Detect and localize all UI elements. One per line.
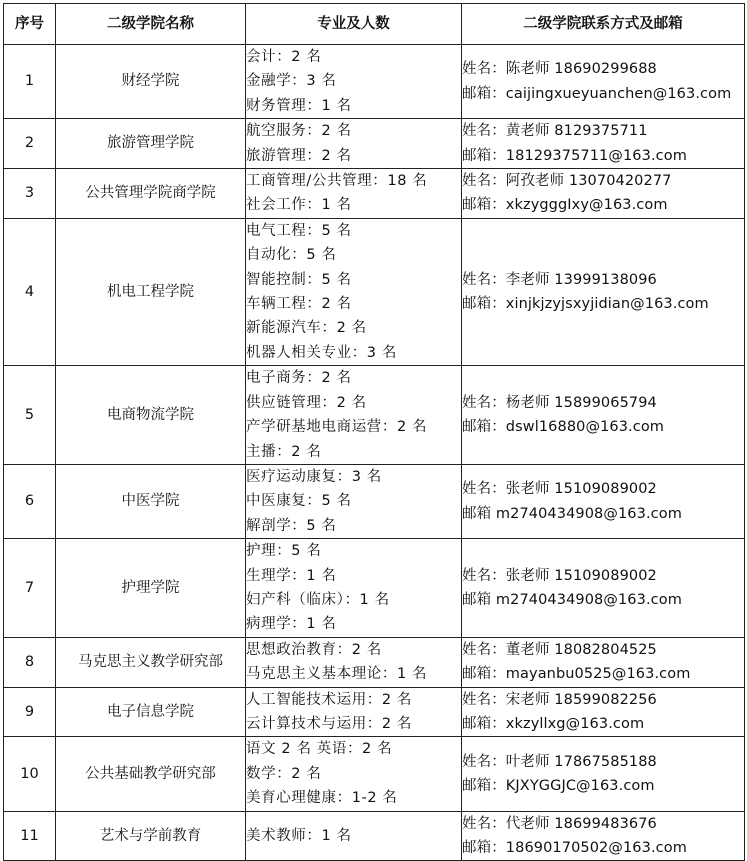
major-entry: 思想政治教育：2 名 [246, 641, 382, 658]
contact-name-phone: 姓名：黄老师 8129375711 [462, 123, 648, 140]
row-number: 5 [4, 366, 56, 465]
row-number: 4 [4, 218, 56, 365]
contact-email: 邮箱：KJXYGGJC@163.com [462, 777, 655, 794]
table-row [4, 464, 745, 538]
row-number: 10 [4, 737, 56, 811]
contact-cell [462, 464, 745, 538]
majors-cell [246, 119, 462, 169]
row-number: 9 [4, 687, 56, 737]
major-entry: 社会工作：1 名 [246, 197, 352, 214]
table-row [4, 169, 745, 219]
major-entry: 医疗运动康复：3 名 [246, 468, 382, 485]
majors-cell [246, 687, 462, 737]
contact-name-phone: 姓名：宋老师 18599082256 [462, 691, 657, 708]
contact-email: 邮箱：dswl16880@163.com [462, 419, 665, 436]
row-number: 11 [4, 811, 56, 861]
college-name: 马克思主义教学研究部 [56, 637, 246, 687]
majors-cell [246, 539, 462, 638]
contact-name-phone: 姓名：代老师 18699483676 [462, 815, 657, 832]
row-number: 6 [4, 464, 56, 538]
contact-cell [462, 218, 745, 365]
major-entry: 机器人相关专业：3 名 [246, 344, 397, 361]
contact-email: 邮箱：mayanbu0525@163.com [462, 666, 691, 683]
table-row [4, 637, 745, 687]
college-name: 机电工程学院 [56, 218, 246, 365]
table-row [4, 45, 745, 119]
college-name: 旅游管理学院 [56, 119, 246, 169]
contact-cell [462, 119, 745, 169]
row-number: 3 [4, 169, 56, 219]
contact-cell [462, 811, 745, 861]
major-entry: 产学研基地电商运营：2 名 [246, 419, 428, 436]
majors-cell [246, 366, 462, 465]
table-row [4, 366, 745, 465]
major-entry: 人工智能技术运用：2 名 [246, 691, 413, 708]
majors-cell [246, 637, 462, 687]
major-entry: 语文 2 名 英语：2 名 [246, 741, 393, 758]
major-entry: 护理：5 名 [246, 543, 322, 560]
contact-email: 邮箱：xinjkjzyjsxyjidian@163.com [462, 296, 709, 313]
contact-name-phone: 姓名：张老师 15109089002 [462, 567, 657, 584]
major-entry: 金融学：3 名 [246, 73, 337, 90]
header-row [4, 4, 745, 45]
contact-email: 邮箱 m2740434908@163.com [462, 505, 682, 522]
contact-name-phone: 姓名：阿孜老师 13070420277 [462, 173, 672, 190]
contact-cell [462, 737, 745, 811]
majors-cell [246, 737, 462, 811]
row-number: 7 [4, 539, 56, 638]
college-name: 电商物流学院 [56, 366, 246, 465]
major-entry: 车辆工程：2 名 [246, 296, 352, 313]
college-name: 护理学院 [56, 539, 246, 638]
contact-name-phone: 姓名：陈老师 18690299688 [462, 61, 657, 78]
contact-email: 邮箱：xkzygggIxy@163.com [462, 197, 668, 214]
table-row [4, 687, 745, 737]
row-number: 1 [4, 45, 56, 119]
contact-email: 邮箱：xkzyllxg@163.com [462, 715, 645, 732]
majors-cell [246, 169, 462, 219]
college-name: 公共基础教学研究部 [56, 737, 246, 811]
major-entry: 工商管理/公共管理：18 名 [246, 173, 428, 190]
major-entry: 电子商务：2 名 [246, 370, 352, 387]
contact-name-phone: 姓名：杨老师 15899065794 [462, 394, 657, 411]
header-contact: 二级学院联系方式及邮箱 [462, 4, 745, 45]
college-name: 财经学院 [56, 45, 246, 119]
contact-email: 邮箱：18690170502@163.com [462, 840, 687, 856]
college-name: 公共管理学院商学院 [56, 169, 246, 219]
contact-cell [462, 366, 745, 465]
major-entry: 供应链管理：2 名 [246, 394, 367, 411]
college-name: 电子信息学院 [56, 687, 246, 737]
major-entry: 自动化：5 名 [246, 247, 337, 264]
major-entry: 妇产科（临床）：1 名 [246, 591, 390, 608]
major-entry: 主播：2 名 [246, 443, 322, 460]
major-entry: 智能控制：5 名 [246, 271, 352, 288]
table-row [4, 737, 745, 811]
recruitment-table [3, 3, 745, 861]
table-row [4, 539, 745, 638]
majors-cell [246, 464, 462, 538]
major-entry: 财务管理：1 名 [246, 97, 352, 114]
major-entry: 航空服务：2 名 [246, 123, 352, 140]
major-entry: 美术教师：1 名 [246, 827, 352, 844]
contact-email: 邮箱：caijingxueyuanchen@163.com [462, 85, 732, 102]
major-entry: 云计算技术与运用：2 名 [246, 715, 413, 732]
table-row [4, 218, 745, 365]
contact-cell [462, 687, 745, 737]
major-entry: 解剖学：5 名 [246, 517, 337, 534]
major-entry: 数学：2 名 [246, 765, 322, 782]
contact-name-phone: 姓名：叶老师 17867585188 [462, 753, 657, 770]
majors-cell [246, 811, 462, 861]
major-entry: 中医康复：5 名 [246, 493, 352, 510]
college-name: 艺术与学前教育 [56, 811, 246, 861]
contact-cell [462, 539, 745, 638]
majors-cell [246, 45, 462, 119]
row-number: 2 [4, 119, 56, 169]
table-row [4, 119, 745, 169]
major-entry: 电气工程：5 名 [246, 222, 352, 239]
college-name: 中医学院 [56, 464, 246, 538]
contact-email: 邮箱：18129375711@163.com [462, 147, 687, 164]
row-number: 8 [4, 637, 56, 687]
contact-cell [462, 45, 745, 119]
major-entry: 新能源汽车：2 名 [246, 320, 367, 337]
major-entry: 病理学：1 名 [246, 616, 337, 633]
header-majors: 专业及人数 [246, 4, 462, 45]
header-no: 序号 [4, 4, 56, 45]
major-entry: 旅游管理：2 名 [246, 147, 352, 164]
major-entry: 会计：2 名 [246, 49, 322, 65]
table-body [4, 45, 745, 861]
contact-cell [462, 637, 745, 687]
contact-cell [462, 169, 745, 219]
major-entry: 生理学：1 名 [246, 567, 337, 584]
majors-cell [246, 218, 462, 365]
major-entry: 美育心理健康：1-2 名 [246, 790, 398, 807]
contact-name-phone: 姓名：董老师 18082804525 [462, 641, 657, 658]
major-entry: 马克思主义基本理论：1 名 [246, 666, 428, 683]
contact-name-phone: 姓名：张老师 15109089002 [462, 481, 657, 498]
contact-email: 邮箱 m2740434908@163.com [462, 591, 682, 608]
table-row [4, 811, 745, 861]
contact-name-phone: 姓名：李老师 13999138096 [462, 271, 657, 288]
header-college: 二级学院名称 [56, 4, 246, 45]
